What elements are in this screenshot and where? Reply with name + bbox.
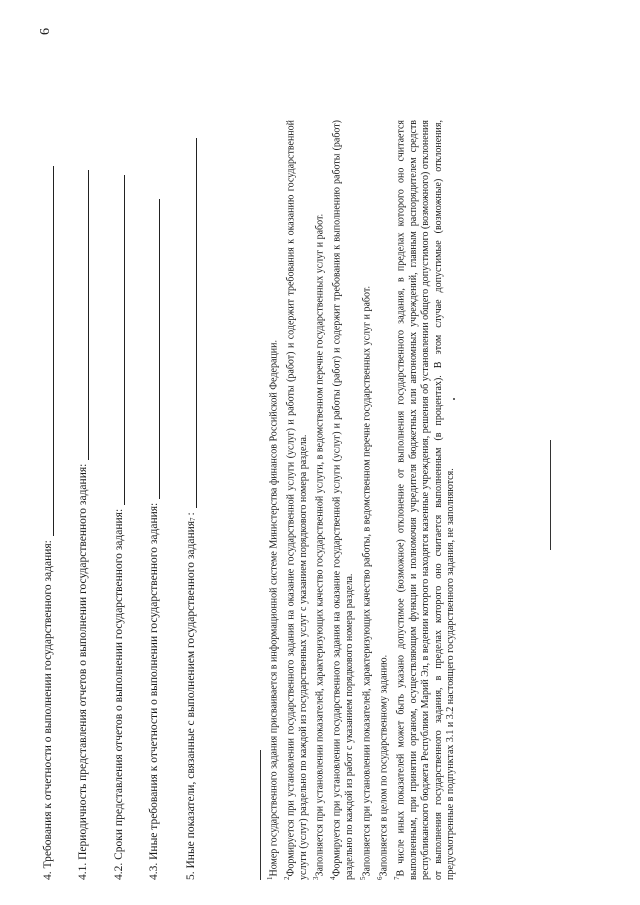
requirement-text: 4.2. Сроки представления отчетов о выполнении государственного задания: [113,508,125,880]
fill-line [195,138,197,508]
requirement-text: 5. Иные показатели, связанные с выполнением государственного задания [185,520,197,880]
footnote: $^1$Номер государственного задания присваивается в информационной системе Министерства финансов Российской Федерации. [266,340,280,880]
footnote: $^2$Формируется при установлении государственного задания на оказание государственной услуги (услуг) и работы (работ) и содержит требования к оказанию государственной услуги (услуг) раздельно по каждой из государственных услуг с указанием порядкового номера раздела. [282,120,309,880]
fill-line [52,166,54,536]
requirement-reporting [42,166,54,880]
footnote: $^7$В числе иных показателей может быть указано допустимое (возможное) отклонение от выполнения государственного задания, в пределах которого оно считается выполненным, при принятии органом, осуществляющим функции и полномочия учредителя бюджетных или автономных учреждений, главным распорядителем средств республиканского бюджета Республики Марий Эл, в ведении которого находятся казенные учреждения, решения об установлении общего допустимого (возможного) отклонения от выполнения государственного задания, в пределах которого оно считается выполненным (в процентах). В этом случае допустимые (возможные) отклонения, предусмотренные в подпунктах 3.1 и 3.2 настоящего государственного задания, не заполняются. [392,120,457,880]
rotated-document-page [20,20,620,880]
scan-dot [453,398,455,400]
footnote-ref: 7 [189,517,197,521]
requirement-other-indicators: 5. Иные показатели, связанные с выполнением государственного задания 7 : [185,138,197,880]
footnote: $^6$Заполняется в целом по государственному заданию. [375,654,390,880]
fill-line [87,170,89,460]
end-rule [550,440,551,550]
fill-line [123,175,125,505]
requirement-other [148,199,160,880]
requirement-text: 4.3. Иные требования к отчетности о выполнении государственного задания: [148,502,160,880]
requirement-deadlines [113,175,125,880]
footnote: $^5$Заполняется при установлении показателей, характеризующих качество работы, в ведомственном перечне государственных услуг и работ. [358,286,373,880]
footnote: $^4$Формируется при установлении государственного задания на оказание государственной услуги (услуг) и работы (работ) и содержит требования к выполнению работы (работ) раздельно по каждой из работ с указанием порядкового номера раздела. [329,120,356,880]
requirement-periodicity [77,170,89,880]
footnotes [264,120,458,880]
page-number: 6 [38,28,53,35]
requirement-text: 4.1. Периодичность представления отчетов о выполнении государственного задания: [77,463,89,880]
fill-line [158,199,160,499]
footnote: $^3$Заполняется при установлении показателей, характеризующих качество государственной услуги, в ведомственном перечне государственных услуг и работ. [312,213,326,880]
footnote-rule [260,750,261,880]
requirement-text: 4. Требования к отчетности о выполнении государственного задания: [42,540,54,880]
